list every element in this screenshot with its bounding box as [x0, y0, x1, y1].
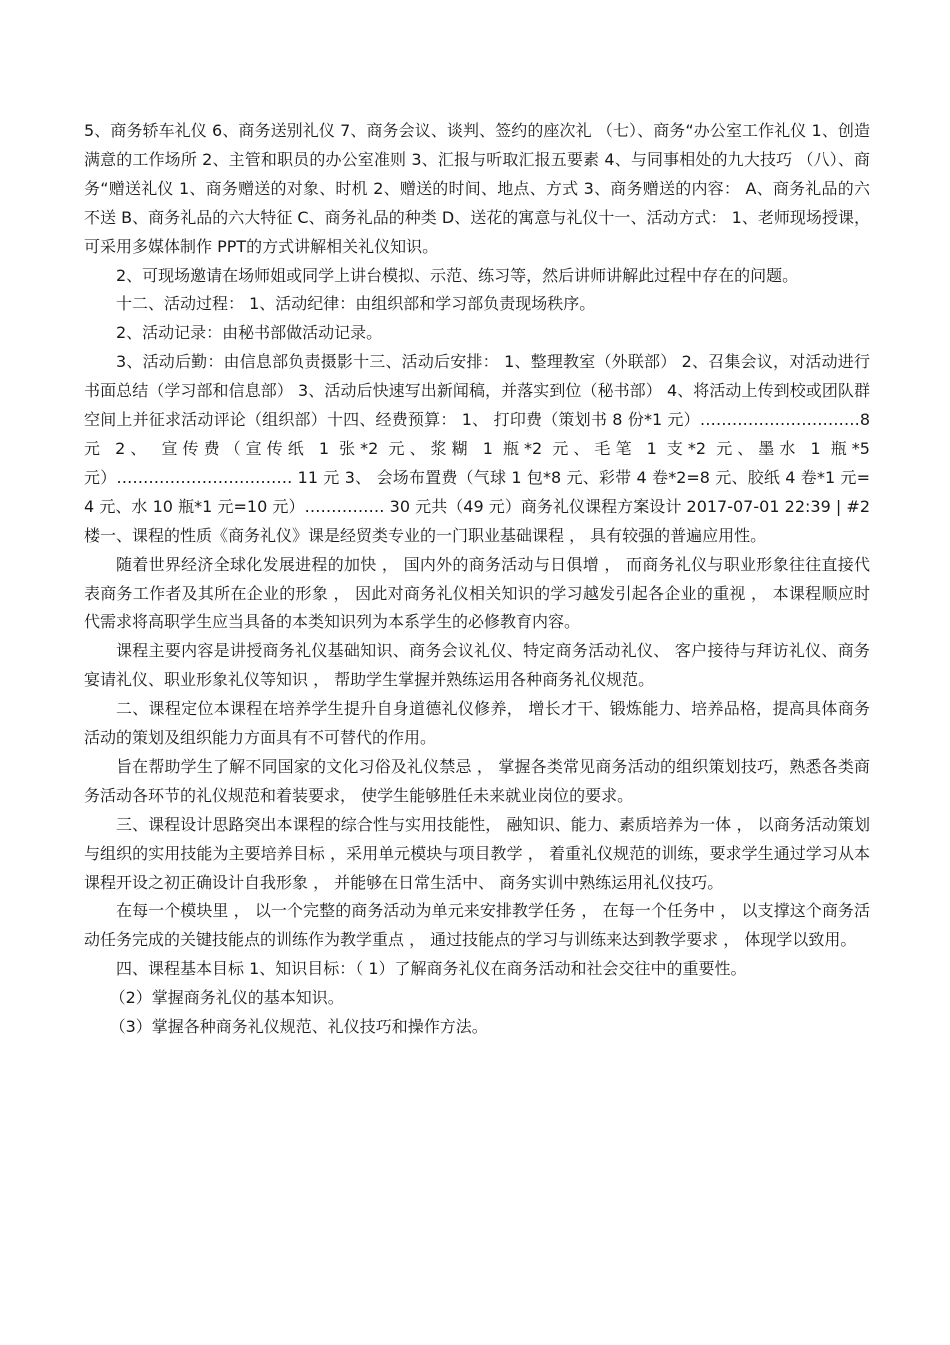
paragraph-activity-process: 十二、活动过程： 1、活动纪律：由组织部和学习部负责现场秩序。	[116, 294, 596, 314]
paragraph-logistics-budget: 3、活动后勤：由信息部负责摄影十三、活动后安排： 1、整理教室（外联部） 2、召集会议，对活动进行书面总结（学习部和信息部） 3、活动后快速写出新闻稿，并落实到位（秘书部） 4、将活动上传到校或团队群空间上并征求活动评论（组织部）十四、经费预算： 1、 打印费（策划书 8 份*1 元）…………………………8 元 2、 宣传费（宣传纸 1 张*2 元、浆糊 1 瓶*2 元、毛笔 1 支*2 元、墨水 1 瓶*5 元）…………………………… 11 元 3、 会场布置费（气球 1 包*8 元、彩带 4 卷*2=8 元、胶纸 4 卷*1 元=4 元、水 10 瓶*1 元=10 元）…………… 30 元共（49 元）商务礼仪课程方案设计 2017-07-01 22:39 | #2 楼一、课程的性质《商务礼仪》课是经贸类专业的一门职业基础课程 ， 具有较强的普遍应用性。	[84, 352, 870, 545]
paragraph-design-approach: 三、课程设计思路突出本课程的综合性与实用技能性， 融知识、能力、素质培养为一体 ， 以商务活动策划与组织的实用技能为主要培养目标 ，采用单元模块与项目教学 ， 着重礼仪规范的训练，要求学生通过学习从本课程开设之初正确设计自我形象 ， 并能够在日常生活中、 商务实训中熟练运用礼仪技巧。	[84, 814, 870, 892]
paragraph-activity-record: 2、活动记录：由秘书部做活动记录。	[116, 323, 383, 343]
paragraph-goal-2: （2）掌握商务礼仪的基本知识。	[109, 988, 344, 1008]
paragraph-module-tasks: 在每一个模块里 ， 以一个完整的商务活动为单元来安排教学任务 ， 在每一个任务中 ， 以支撑这个商务活动任务完成的关键技能点的训练作为教学重点 ， 通过技能点的学习与训练来达到教学要求 ， 体现学以致用。	[84, 901, 870, 950]
paragraph-live-demo: 2、可现场邀请在场师姐或同学上讲台模拟、示范、练习等，然后讲师讲解此过程中存在的问题。	[116, 265, 799, 285]
paragraph-globalization: 随着世界经济全球化发展进程的加快 ， 国内外的商务活动与日俱增 ， 而商务礼仪与职业形象往往直接代表商务工作者及其所在企业的形象 ， 因此对商务礼仪相关知识的学习越发引起各企业的重视 ， 本课程顺应时代需求将高职学生应当具备的本类知识列为本系学生的必修教育内容。	[84, 554, 870, 632]
paragraph-course-goals: 四、课程基本目标 1、知识目标：（ 1）了解商务礼仪在商务活动和社会交往中的重要性。	[116, 959, 747, 979]
paragraph-activities-list: 5、商务轿车礼仪 6、商务送别礼仪 7、商务会议、谈判、签约的座次礼 （七）、商务“办公室工作礼仪 1、创造满意的工作场所 2、主管和职员的办公室准则 3、汇报与听取汇报五要素 4、与同事相处的九大技巧 （八）、商务“赠送礼仪 1、商务赠送的对象、时机 2、赠送的时间、地点、方式 3、商务赠送的内容： A、商务礼品的六不送 B、商务礼品的六大特征 C、商务礼品的种类 D、送花的寓意与礼仪十一、活动方式： 1、老师现场授课，可采用多媒体制作 PPT的方式讲解相关礼仪知识。	[84, 121, 870, 256]
paragraph-course-aim: 旨在帮助学生了解不同国家的文化习俗及礼仪禁忌 ， 掌握各类常见商务活动的组织策划技巧，熟悉各类商务活动各环节的礼仪规范和着装要求， 使学生能够胜任未来就业岗位的要求。	[84, 756, 870, 805]
paragraph-goal-3: （3）掌握各种商务礼仪规范、礼仪技巧和操作方法。	[109, 1017, 488, 1037]
paragraph-course-content: 课程主要内容是讲授商务礼仪基础知识、商务会议礼仪、特定商务活动礼仪、 客户接待与拜访礼仪、商务宴请礼仪、职业形象礼仪等知识 ， 帮助学生掌握并熟练运用各种商务礼仪规范。	[84, 641, 870, 690]
document-page	[84, 117, 870, 1042]
paragraph-course-positioning: 二、课程定位本课程在培养学生提升自身道德礼仪修养， 增长才干、锻炼能力、培养品格，提高具体商务活动的策划及组织能力方面具有不可替代的作用。	[84, 699, 870, 748]
